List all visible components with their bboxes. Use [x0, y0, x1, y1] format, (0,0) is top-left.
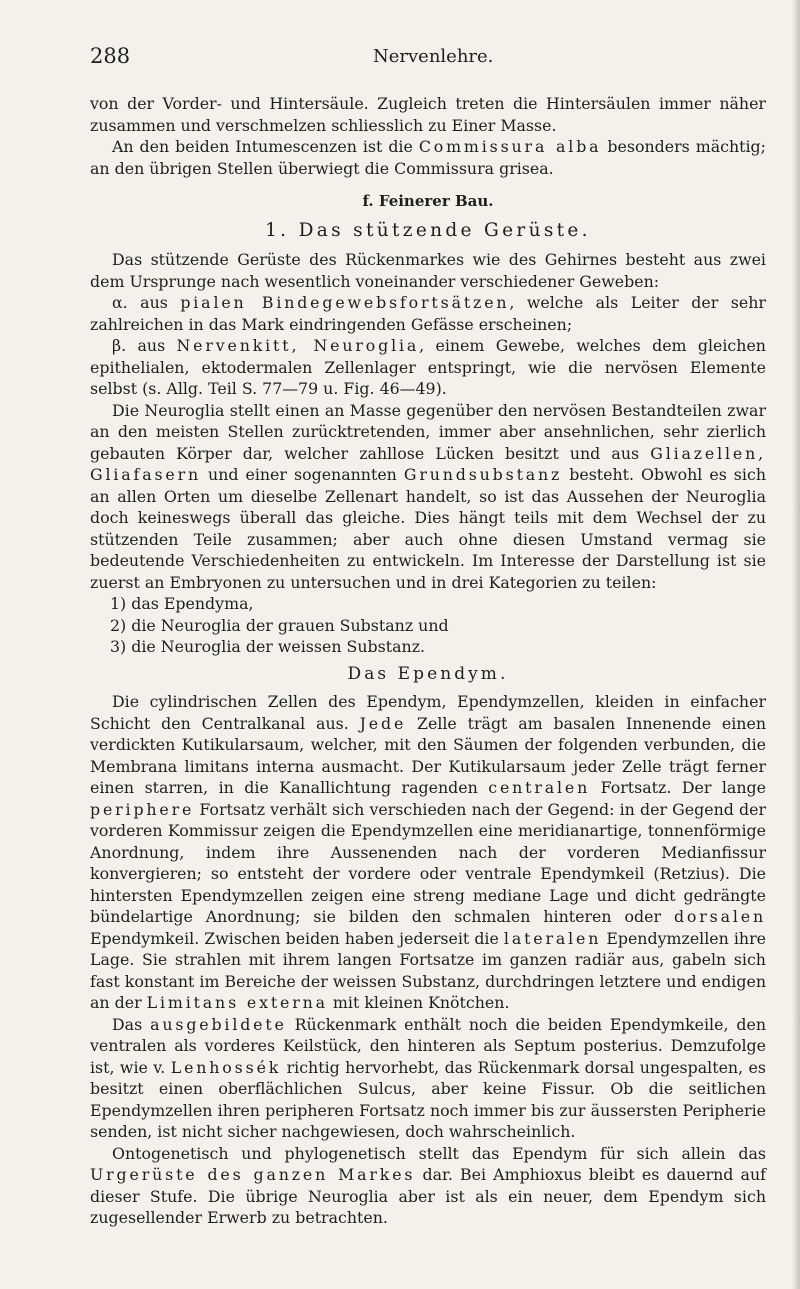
list-item-2: 2) die Neuroglia der grauen Substanz und — [110, 615, 449, 635]
paragraph-intro-1: von der Vorder- und Hintersäule. Zugleich treten die Hintersäulen immer näher zusammen und verschmelzen schliesslich zu Einer Masse. — [90, 94, 766, 135]
paragraph-ependym: Die cylindrischen Zellen des Ependym, Ependymzellen, kleiden in einfacher Schicht den Centralkanal aus. Jede Zelle trägt am basalen Innenende einen verdickten Kutikularsaum, welcher, mit den Säumen der folgenden verbunden, die Membrana limitans interna ausmacht. Der Kutikularsaum jeder Zelle trägt ferner einen starren, in die Kanallichtung ragenden centralen Fortsatz. Der lange periphere Fortsatz verhält sich verschieden nach der Gegend: in der Gegend der vorderen Kommissur zeigen die Ependymzellen eine meridianartige, tonnenförmige Anordnung, indem ihre Aussenenden nach der vorderen Medianfissur konvergieren; so entsteht der vordere oder ventrale Ependymkeil (Retzius). Die hintersten Ependymzellen zeigen eine streng mediane Lage und dicht gedrängte bündelartige Anordnung; sie bilden den schmalen hinteren oder dorsalen Ependymkeil. Zwischen beiden haben jederseit die lateralen Ependymzellen ihre Lage. Sie strahlen mit ihrem langen Fortsatze im ganzen radiär aus, gabeln sich fast konstant im Bereiche der weissen Substanz, durchdringen letztere und endigen an der Limitans externa mit kleinen Knötchen. — [90, 692, 767, 1012]
section-heading-f: f. Feinerer Bau. — [362, 192, 494, 210]
term-nervenkitt: Nervenkitt, Neuroglia — [176, 336, 420, 355]
paragraph-ontogenetisch: Ontogenetisch und phylogenetisch stellt das Ependym für sich allein das Urgerüste des ganzen Markes dar. Bei Amphioxus bleibt es dauernd auf dieser Stufe. Die übrige Neuroglia aber ist als ein neuer, dem Ependym sich zugesellender Erwerb zu betrachten. — [90, 1143, 766, 1227]
term-commissura-alba: Commissura alba — [418, 137, 602, 156]
paragraph-geruest: Das stützende Gerüste des Rückenmarkes wie des Gehirnes besteht aus zwei dem Ursprunge nach wesentlich voneinander verschiedener Geweben: — [90, 250, 766, 291]
paragraph-intro-2: An den beiden Intumescenzen ist die Commissura alba besonders mächtig; an den übrigen Stellen überwiegt die Commissura grisea. — [90, 137, 766, 178]
list-item-1: 1) das Ependyma, — [110, 594, 254, 613]
scan-edge-shadow — [792, 0, 800, 1289]
section-heading-1: 1. Das stützende Gerüste. — [265, 219, 591, 241]
running-title: Nervenlehre. — [373, 46, 494, 67]
term-pialen: pialen Bindegewebsfortsätzen — [180, 293, 510, 312]
page-header — [90, 44, 760, 74]
list-item-alpha: α. aus pialen Bindegewebsfortsätzen, welche als Leiter der sehr zahlreichen in das Mark eindringenden Gefässe erscheinen; — [90, 293, 766, 334]
list-item-3: 3) die Neuroglia der weissen Substanz. — [110, 637, 426, 656]
paragraph-neuroglia: Die Neuroglia stellt einen an Masse gegenüber den nervösen Bestandteilen zwar an den meisten Stellen zurücktretenden, immer aber ansehnlichen, sehr zierlich gebauten Körper dar, welcher zahllose Lücken besitzt und aus Gliazellen, Gliafasern und einer sogenannten Grundsubstanz besteht. Obwohl es sich an allen Orten um dieselbe Zellenart handelt, so ist das Aussehen der Neuroglia doch keineswegs überall das gleiche. Dies hängt teils mit dem Wechsel der zu stützenden Teile zusammen; aber auch ohne diesen Umstand vermag sie bedeutende Verschiedenheiten zu entwickeln. Im Interesse der Darstellung ist sie zuerst an Embryonen zu untersuchen und in drei Kategorien zu teilen: — [90, 400, 766, 592]
paragraph-ausgebildet: Das ausgebildete Rückenmark enthält noch die beiden Ependymkeile, den ventralen als vorderes Keilstück, den hinteren als Septum posterius. Demzufolge ist, wie v. Lenhossék richtig hervorhebt, das Rückenmark dorsal ungespalten, es besitzt einen oberflächlichen Sulcus, aber keine Fissur. Ob die seitlichen Ependymzellen ihren peripheren Fortsatz noch immer bis zur äussersten Peripherie senden, ist nicht sicher nachgewiesen, doch wahrscheinlich. — [90, 1014, 766, 1141]
term-grundsubstanz: Grundsubstanz — [403, 465, 563, 484]
body-text — [90, 93, 766, 1229]
page-number: 288 — [90, 44, 131, 68]
list-item-beta: β. aus Nervenkitt, Neuroglia, einem Gewebe, welches dem gleichen epithelialen, ektodermalen Zellenlager entspringt, wie die nervösen Elemente selbst (s. Allg. Teil S. 77—79 u. Fig. 46—49). — [90, 336, 766, 398]
term-gliazellen: Gliazellen, Gliafasern — [90, 443, 766, 484]
section-heading-ependym: Das Ependym. — [347, 663, 509, 684]
